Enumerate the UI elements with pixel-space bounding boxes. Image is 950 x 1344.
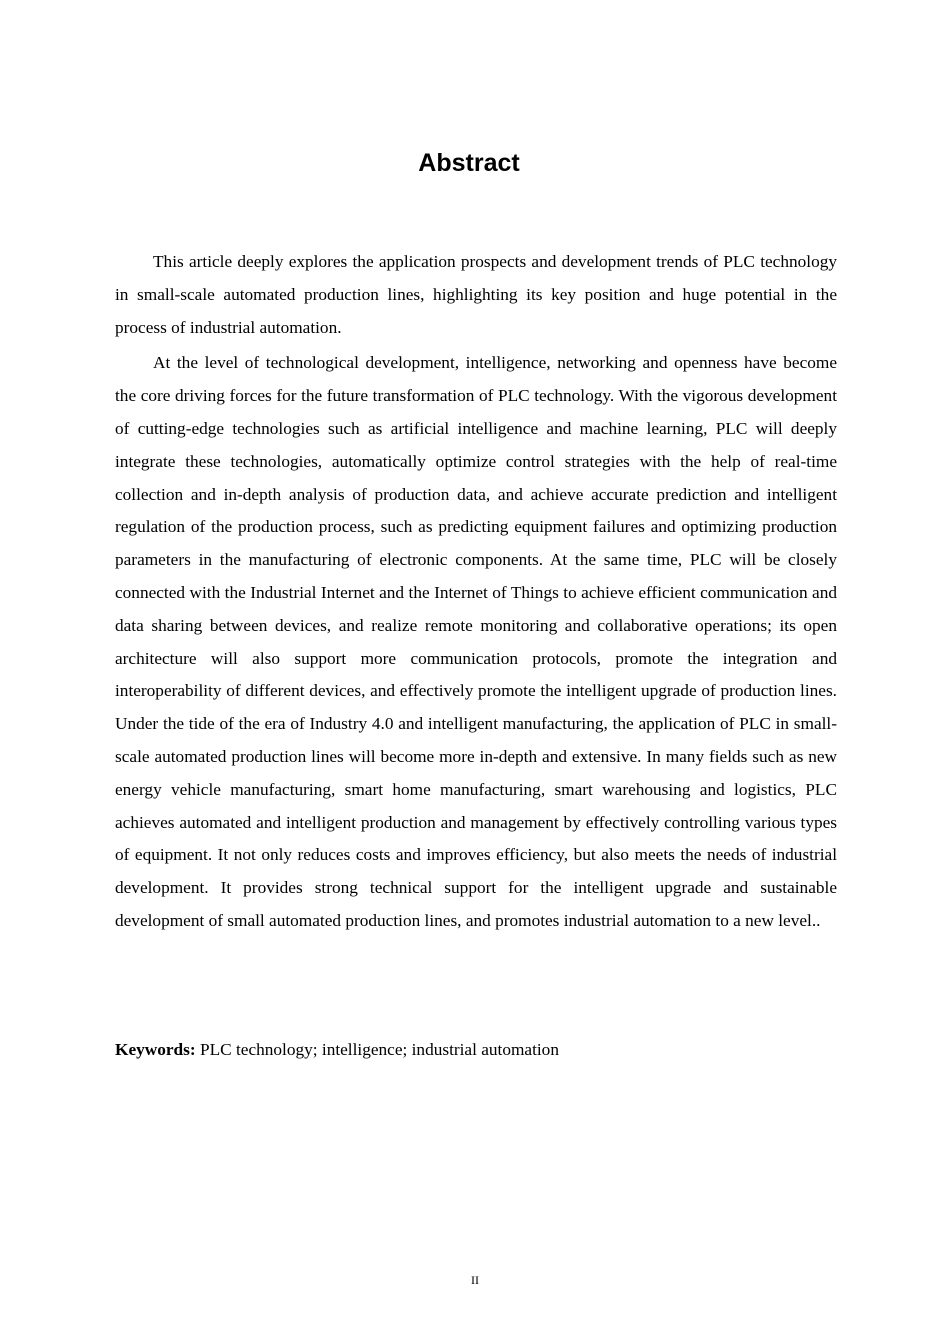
keywords-label: Keywords: (115, 1040, 196, 1059)
page-number: II (471, 1273, 479, 1287)
abstract-paragraph-2: At the level of technological development, intelligence, networking and openness have become the core driving forces for the future transformation of PLC technology. With the vigorous development of cutting-edge technologies such as artificial intelligence and machine learning, PLC will deeply integrate these technologies, automatically optimize control strategies with the help of real-time collection and in-depth analysis of production data, and achieve accurate prediction and intelligent regulation of the production process, such as predicting equipment failures and optimizing production parameters in the manufacturing of electronic components. At the same time, PLC will be closely connected with the Industrial Internet and the Internet of Things to achieve efficient communication and data sharing between devices, and realize remote monitoring and collaborative operations; its open architecture will also support more communication protocols, promote the integration and interoperability of different devices, and effectively promote the intelligent upgrade of production lines. Under the tide of the era of Industry 4.0 and intelligent manufacturing, the application of PLC in small-scale automated production lines will become more in-depth and extensive. In many fields such as new energy vehicle manufacturing, smart home manufacturing, smart warehousing and logistics, PLC achieves automated and intelligent production and management by effectively controlling various types of equipment. It not only reduces costs and improves efficiency, but also meets the needs of industrial development. It provides strong technical support for the intelligent upgrade and sustainable development of small automated production lines, and promotes industrial automation to a new level.. (115, 353, 837, 930)
abstract-body (115, 246, 837, 938)
keywords-value: PLC technology; intelligence; industrial automation (199, 1040, 559, 1059)
abstract-paragraph-1: This article deeply explores the application prospects and development trends of PLC technology in small-scale automated production lines, highlighting its key position and huge potential in the process of industrial automation. (115, 252, 837, 337)
abstract-title: Abstract (418, 149, 520, 177)
keywords-line (115, 1034, 837, 1066)
